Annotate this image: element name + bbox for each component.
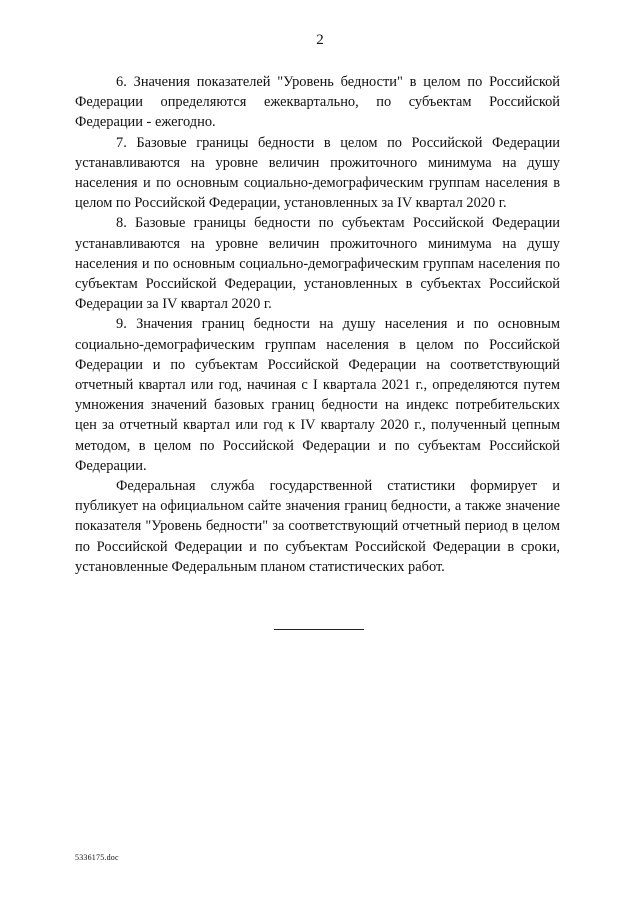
paragraph-6: 6. Значения показателей "Уровень бедности" в целом по Российской Федерации определяются ежеквартально, по субъектам Российской Федерации - ежегодно.	[75, 74, 560, 131]
closing-divider	[274, 629, 364, 630]
paragraph-rosstat: Федеральная служба государственной статистики формирует и публикует на официальном сайте значения границ бедности, а также значение показателя "Уровень бедности" за соответствующий отчетный период в целом по Российской Федерации и по субъектам Российской Федерации в сроки, установленные Федеральным планом статистических работ.	[75, 478, 560, 575]
page-number: 2	[316, 32, 324, 48]
document-body	[75, 72, 560, 577]
paragraph-8: 8. Базовые границы бедности по субъектам Российской Федерации устанавливаются на уровне величин прожиточного минимума на душу населения и по основным социально-демографическим группам населения по субъектам Российской Федерации, установленных в субъектах Российской Федерации за IV квартал 2020 г.	[75, 215, 560, 313]
document-file-id: 5336175.doc	[75, 853, 119, 862]
paragraph-7: 7. Базовые границы бедности в целом по Российской Федерации устанавливаются на уровне величин прожиточного минимума на душу населения и по основным социально-демографическим группам населения в целом по Российской Федерации, установленных за IV квартал 2020 г.	[75, 134, 560, 212]
paragraph-9: 9. Значения границ бедности на душу населения и по основным социально-демографическим группам населения в целом по Российской Федерации и по субъектам Российской Федерации на соответствующий отчетный квартал или год, начиная с I квартала 2021 г., определяются путем умножения значений базовых границ бедности на индекс потребительских цен за отчетный квартал или год к IV кварталу 2020 г., полученный цепным методом, в целом по Российской Федерации и по субъектам Российской Федерации.	[75, 316, 560, 474]
